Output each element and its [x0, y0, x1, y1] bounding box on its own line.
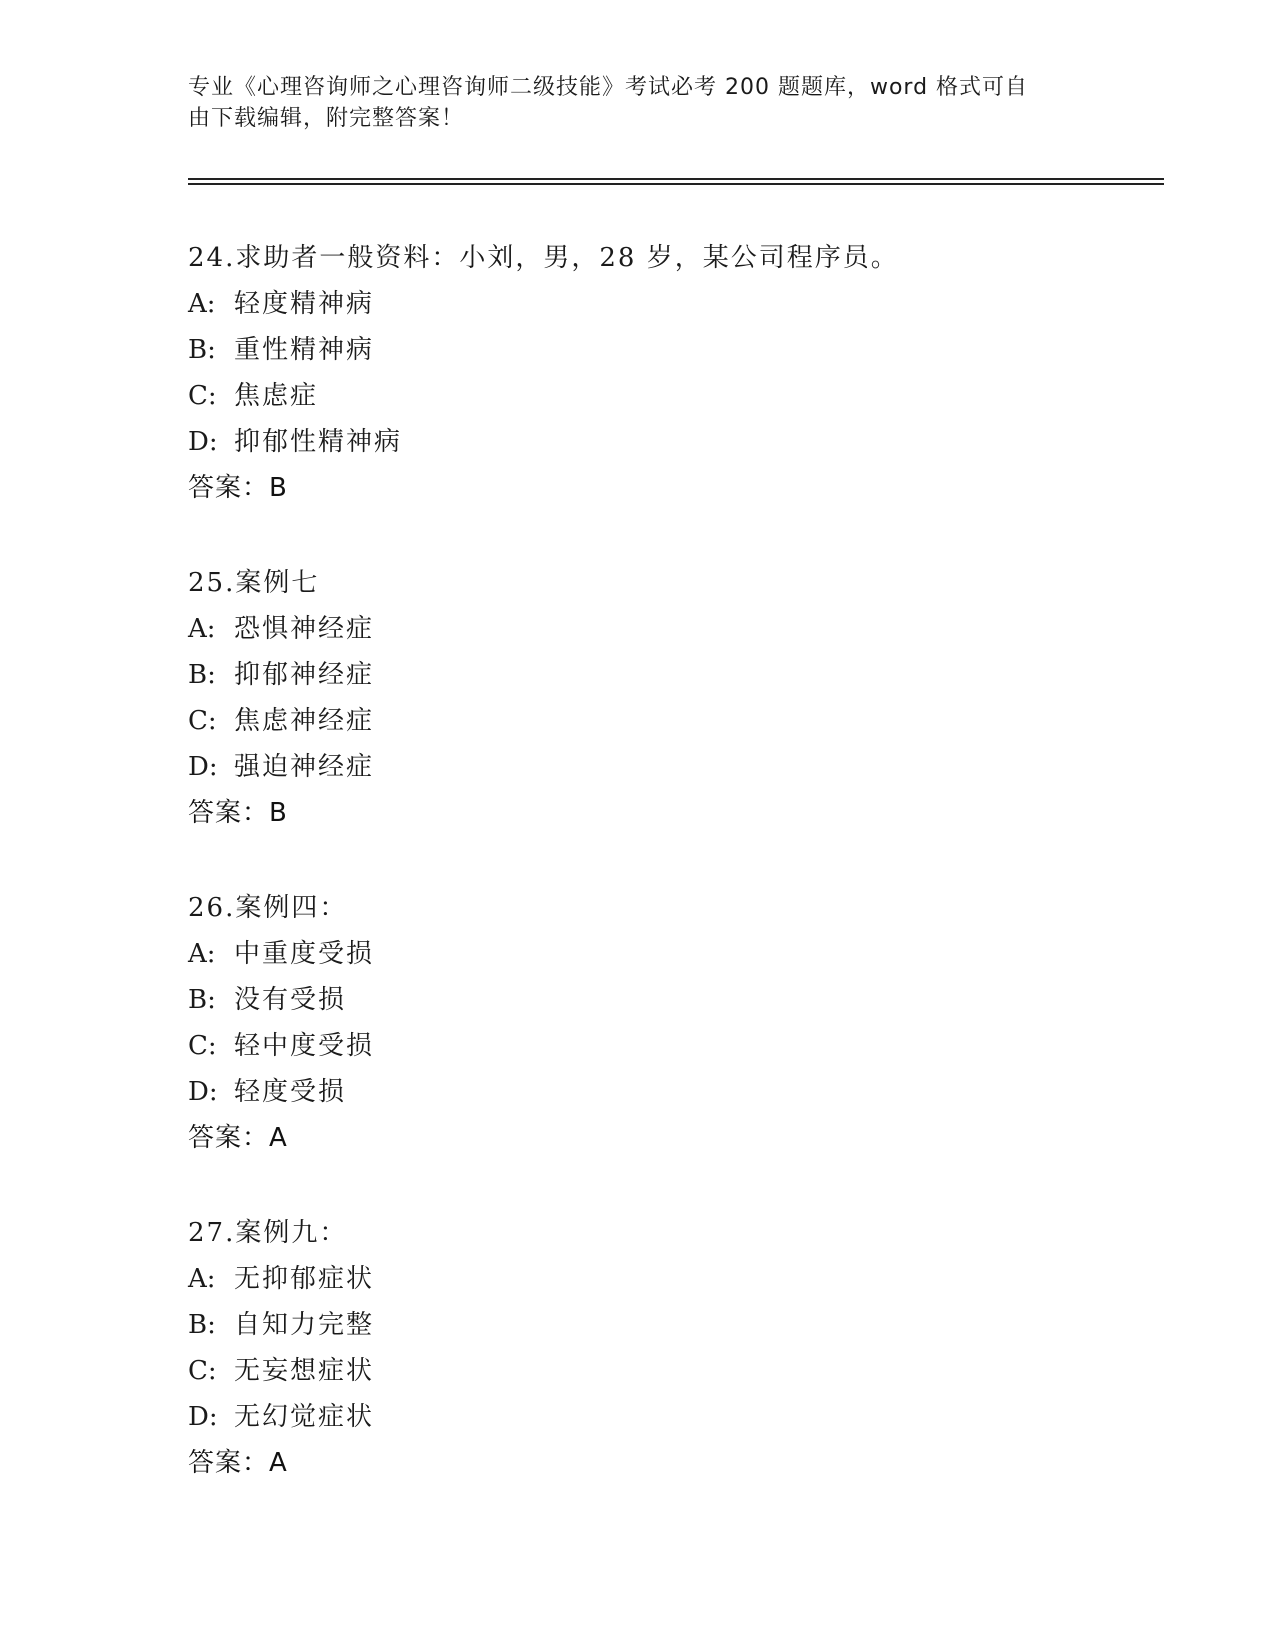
option-d	[188, 419, 1148, 465]
option-text: 抑郁神经症	[234, 660, 375, 690]
option-letter: C:	[188, 1031, 217, 1061]
option-d	[188, 1069, 1148, 1115]
question-26	[188, 885, 1148, 1161]
header-line-1: 专业《心理咨询师之心理咨询师二级技能》考试必考 200 题题库，word 格式可自	[188, 75, 1029, 100]
option-b	[188, 977, 1148, 1023]
question-25	[188, 560, 1148, 836]
question-27	[188, 1210, 1148, 1486]
option-text: 无抑郁症状	[234, 1264, 375, 1294]
document-header	[188, 72, 1068, 134]
option-c	[188, 698, 1148, 744]
option-c	[188, 1023, 1148, 1069]
option-text: 轻度受损	[234, 1077, 347, 1107]
option-letter: D:	[188, 1077, 218, 1107]
option-text: 重性精神病	[234, 335, 375, 365]
answer-line: 答案：B	[188, 798, 288, 828]
option-text: 无幻觉症状	[234, 1402, 375, 1432]
answer-line: 答案：A	[188, 1448, 288, 1478]
option-c	[188, 373, 1148, 419]
header-divider-bottom	[188, 183, 1164, 185]
option-letter: D:	[188, 427, 218, 457]
option-letter: A:	[188, 1264, 216, 1294]
option-a	[188, 931, 1148, 977]
option-d	[188, 744, 1148, 790]
option-a	[188, 281, 1148, 327]
option-c	[188, 1348, 1148, 1394]
option-text: 焦虑神经症	[234, 706, 375, 736]
answer-line: 答案：A	[188, 1123, 288, 1153]
option-text: 自知力完整	[234, 1310, 375, 1340]
question-stem: 26.案例四：	[188, 893, 348, 923]
option-letter: C:	[188, 1356, 217, 1386]
question-stem: 24.求助者一般资料：小刘，男，28 岁，某公司程序员。	[188, 243, 899, 273]
question-stem: 27.案例九：	[188, 1218, 348, 1248]
option-text: 强迫神经症	[234, 752, 375, 782]
option-b	[188, 327, 1148, 373]
option-text: 无妄想症状	[234, 1356, 375, 1386]
option-letter: D:	[188, 1402, 218, 1432]
option-letter: B:	[188, 1310, 216, 1340]
question-24	[188, 235, 1148, 511]
option-d	[188, 1394, 1148, 1440]
option-b	[188, 1302, 1148, 1348]
option-letter: B:	[188, 660, 216, 690]
option-letter: A:	[188, 289, 216, 319]
option-letter: A:	[188, 939, 216, 969]
option-text: 焦虑症	[234, 381, 319, 411]
question-stem: 25.案例七	[188, 568, 320, 598]
option-b	[188, 652, 1148, 698]
option-text: 中重度受损	[234, 939, 375, 969]
option-letter: C:	[188, 381, 217, 411]
option-text: 抑郁性精神病	[234, 427, 403, 457]
option-letter: B:	[188, 985, 216, 1015]
option-letter: A:	[188, 614, 216, 644]
option-text: 恐惧神经症	[234, 614, 375, 644]
option-text: 轻中度受损	[234, 1031, 375, 1061]
header-line-2: 由下载编辑，附完整答案！	[188, 106, 465, 131]
header-divider-top	[188, 178, 1164, 180]
answer-line: 答案：B	[188, 473, 288, 503]
option-letter: B:	[188, 335, 216, 365]
question-list	[188, 235, 1148, 1535]
option-letter: C:	[188, 706, 217, 736]
option-a	[188, 1256, 1148, 1302]
option-a	[188, 606, 1148, 652]
option-text: 没有受损	[234, 985, 347, 1015]
option-letter: D:	[188, 752, 218, 782]
option-text: 轻度精神病	[234, 289, 375, 319]
